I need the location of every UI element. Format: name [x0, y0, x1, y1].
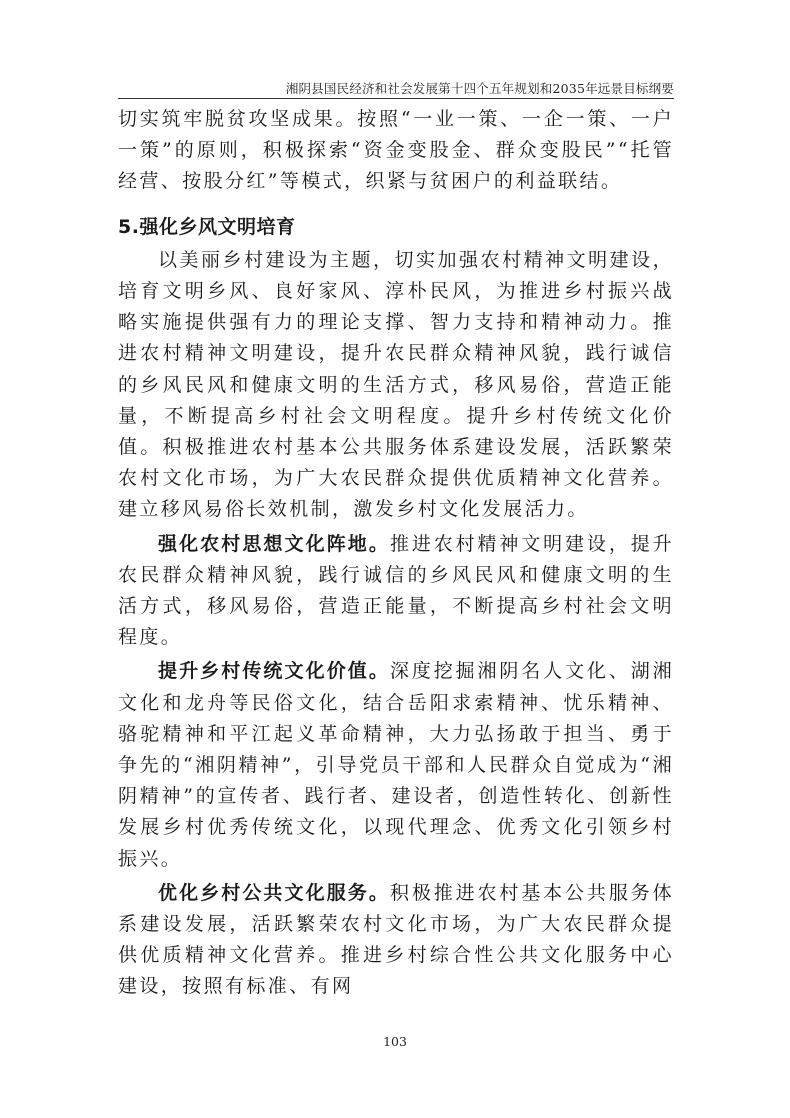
- item-text-ideology: 推进农村精神文明建设，提升农民群众精神风貌，践行诚信的乡风民风和健康文明的生活方式，移风易俗，营造正能量，不断提高乡村社会文明程度。: [118, 532, 674, 649]
- page-number: 103: [383, 1034, 407, 1049]
- item-paragraph-tradition: [118, 656, 674, 874]
- item-text-public-service: 积极推进农村基本公共服务体系建设发展，活跃繁荣农村文化市场，为广大农民群众提供优质精神文化营养。推进乡村综合性公共文化服务中心建设，按照有标准、有网: [118, 881, 674, 998]
- item-lead-tradition: 提升乡村传统文化价值。: [158, 660, 390, 683]
- running-header: 湘阴县国民经济和社会发展第十四个五年规划和2035年远景目标纲要: [285, 81, 674, 96]
- header-rule: [118, 98, 674, 99]
- item-lead-ideology: 强化农村思想文化阵地。: [158, 532, 390, 555]
- item-paragraph-public-service: [118, 878, 674, 1003]
- intro-paragraph: 切实筑牢脱贫攻坚成果。按照“一业一策、一企一策、一户一策”的原则，积极探索“资金变股金、群众变股民”“托管经营、按股分红”等模式，织紧与贫困户的利益联结。: [118, 108, 674, 193]
- section-paragraph: 以美丽乡村建设为主题，切实加强农村精神文明建设，培育文明乡风、良好家风、淳朴民风，为推进乡村振兴战略实施提供强有力的理论支撑、智力支持和精神动力。推进农村精神文明建设，提升农民群众精神风貌，践行诚信的乡风民风和健康文明的生活方式，移风易俗，营造正能量，不断提高乡村社会文明程度。提升乡村传统文化价值。积极推进农村基本公共服务体系建设发展，活跃繁荣农村文化市场，为广大农民群众提供优质精神文化营养。建立移风易俗长效机制，激发乡村文化发展活力。: [118, 248, 674, 521]
- item-text-tradition: 深度挖掘湘阴名人文化、湖湘文化和龙舟等民俗文化，结合岳阳求索精神、忧乐精神、骆驼精神和平江起义革命精神，大力弘扬敢于担当、勇于争先的“湘阴精神”，引导党员干部和人民群众自觉成为“湘阴精神”的宣传者、践行者、建设者，创造性转化、创新性发展乡村优秀传统文化，以现代理念、优秀文化引领乡村振兴。: [118, 660, 674, 870]
- item-lead-public-service: 优化乡村公共文化服务。: [158, 881, 390, 904]
- page-body: [118, 104, 674, 1003]
- item-paragraph-ideology: [118, 529, 674, 654]
- section-heading: 5.强化乡风文明培育: [118, 215, 296, 238]
